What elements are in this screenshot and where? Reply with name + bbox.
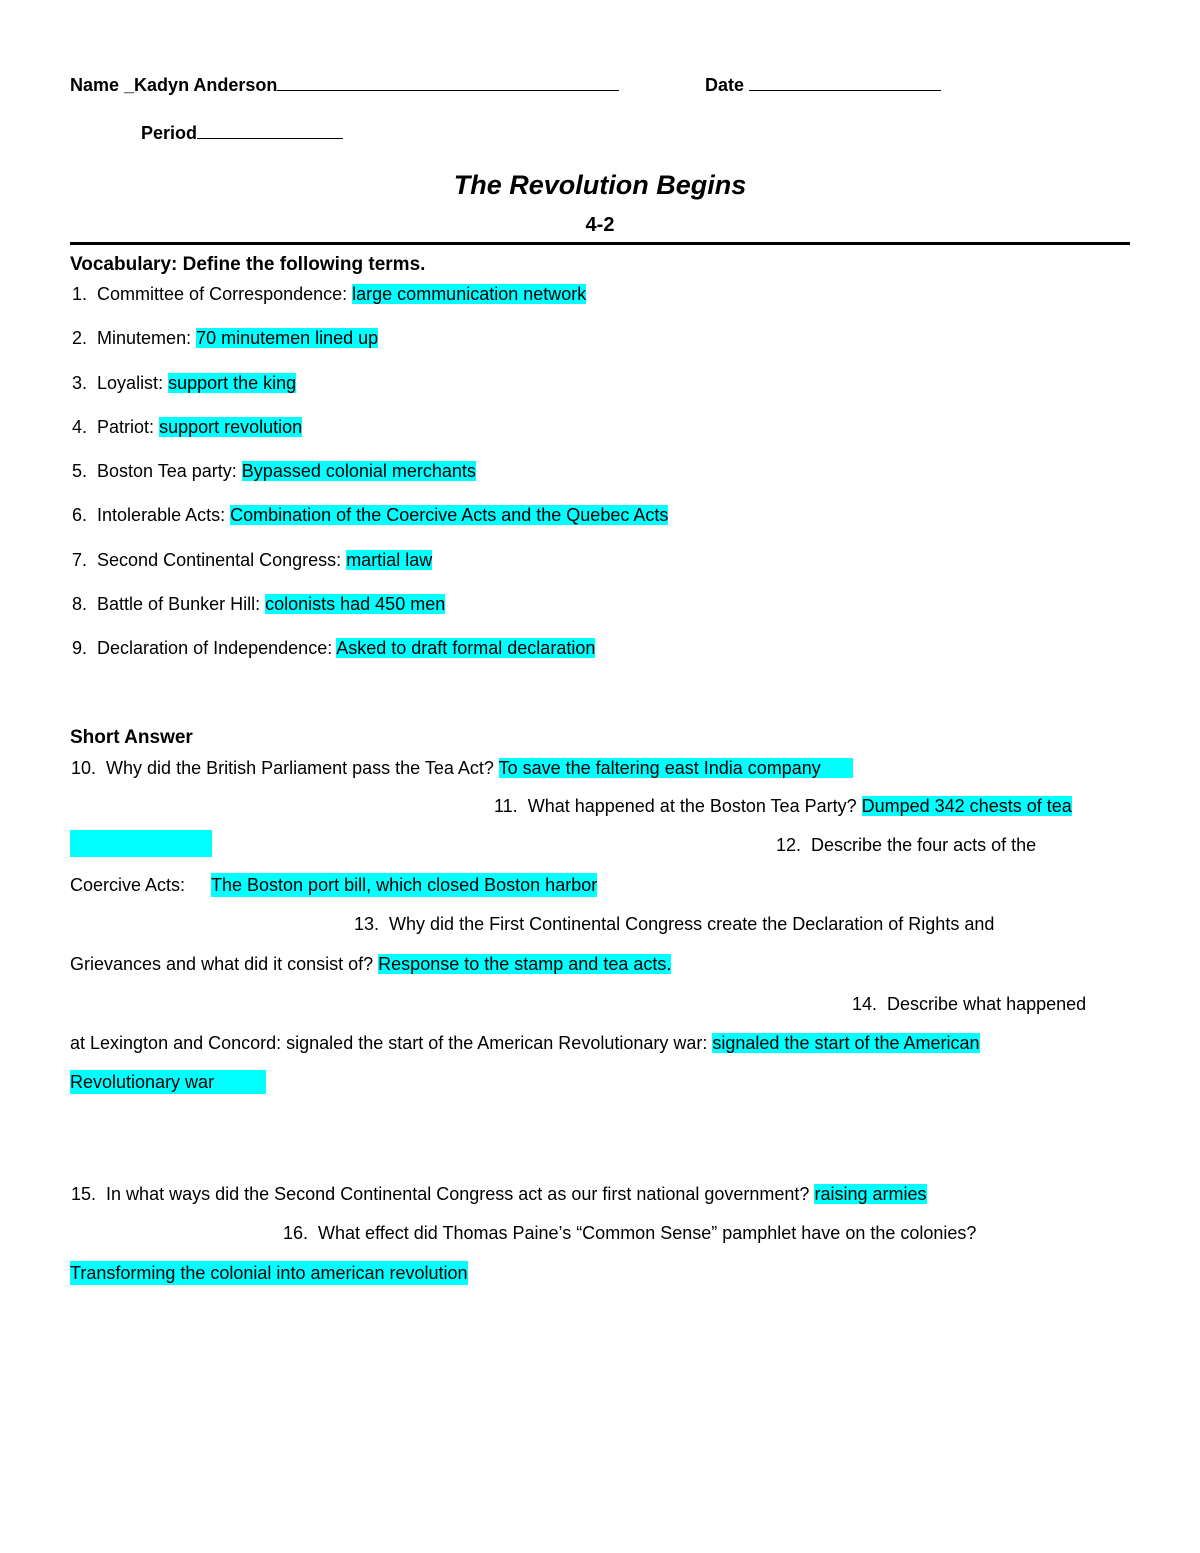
- period-line: [141, 120, 343, 145]
- question-12: [776, 833, 1036, 857]
- question-number: 16.: [283, 1223, 309, 1243]
- question-12-cont: [70, 873, 185, 897]
- question-text: Grievances and what did it consist of?: [70, 954, 379, 974]
- date-underline[interactable]: [749, 72, 941, 91]
- question-10: [71, 756, 853, 780]
- vocabulary-heading: Vocabulary: Define the following terms.: [70, 254, 426, 275]
- vocab-answer[interactable]: martial law: [346, 550, 433, 570]
- vocab-answer[interactable]: Asked to draft formal declaration: [336, 638, 596, 658]
- period-underline[interactable]: [197, 120, 343, 139]
- answer-text[interactable]: Revolutionary war: [70, 1070, 266, 1094]
- question-text: Coercive Acts:: [70, 875, 186, 895]
- vocab-term: Patriot:: [97, 417, 160, 437]
- vocab-item: [72, 636, 595, 660]
- question-text: Describe the four acts of the: [811, 835, 1037, 855]
- question-number: 10.: [71, 758, 97, 778]
- vocab-term: Intolerable Acts:: [97, 505, 231, 525]
- answer-continuation-highlight: [70, 830, 212, 857]
- question-text: In what ways did the Second Continental Congress act as our first national government?: [106, 1184, 815, 1204]
- date-line: [705, 72, 941, 97]
- question-15: [71, 1182, 927, 1206]
- question-text: What happened at the Boston Tea Party?: [527, 796, 862, 816]
- answer-text[interactable]: Transforming the colonial into american revolution: [70, 1263, 468, 1283]
- vocab-term: Committee of Correspondence:: [97, 284, 353, 304]
- question-number: 15.: [71, 1184, 97, 1204]
- question-13: [354, 912, 994, 936]
- question-text: Describe what happened: [887, 994, 1087, 1014]
- question-13-cont: [70, 952, 671, 976]
- item-number: 9.: [72, 638, 88, 658]
- divider: [70, 242, 1130, 245]
- vocab-term: Loyalist:: [97, 373, 169, 393]
- vocab-item: [72, 415, 302, 439]
- item-number: 1.: [72, 284, 88, 304]
- question-text: at Lexington and Concord: signaled the start of the American Revolutionary war:: [70, 1033, 713, 1053]
- vocab-term: Minutemen:: [97, 328, 197, 348]
- short-answer-heading: Short Answer: [70, 727, 193, 748]
- question-14: [852, 992, 1086, 1016]
- vocab-term: Boston Tea party:: [97, 461, 242, 481]
- vocab-item: [72, 282, 586, 306]
- question-text: Why did the British Parliament pass the Tea Act?: [106, 758, 499, 778]
- page-title: The Revolution Begins: [453, 170, 747, 200]
- vocab-term: Declaration of Independence:: [97, 638, 337, 658]
- item-number: 8.: [72, 594, 88, 614]
- vocab-item: [72, 459, 476, 483]
- period-label: Period: [141, 123, 198, 143]
- name-label: Name _: [70, 75, 135, 95]
- question-number: 12.: [776, 835, 802, 855]
- vocab-item: [72, 326, 378, 350]
- vocab-answer[interactable]: colonists had 450 men: [265, 594, 446, 614]
- question-number: 14.: [852, 994, 878, 1014]
- vocab-item: [72, 592, 445, 616]
- date-label: Date: [705, 75, 745, 95]
- vocab-term: Battle of Bunker Hill:: [97, 594, 266, 614]
- item-number: 6.: [72, 505, 88, 525]
- name-underline: [277, 72, 619, 91]
- answer-text[interactable]: To save the faltering east India company: [499, 758, 853, 778]
- vocab-answer[interactable]: large communication network: [352, 284, 587, 304]
- vocab-item: [72, 371, 296, 395]
- vocab-answer[interactable]: Combination of the Coercive Acts and the Quebec Acts: [230, 505, 669, 525]
- answer-text[interactable]: Dumped 342 chests of tea: [861, 796, 1072, 816]
- question-text: What effect did Thomas Paine’s “Common Sense” pamphlet have on the colonies?: [318, 1223, 977, 1243]
- vocab-item: [72, 503, 668, 527]
- item-number: 4.: [72, 417, 88, 437]
- answer-text[interactable]: raising armies: [814, 1184, 927, 1204]
- question-number: 11.: [494, 796, 518, 816]
- question-11: [494, 794, 1072, 818]
- answer-text[interactable]: signaled the start of the American: [712, 1033, 980, 1053]
- vocab-term: Second Continental Congress:: [97, 550, 347, 570]
- question-text: Why did the First Continental Congress create the Declaration of Rights and: [389, 914, 995, 934]
- vocab-answer[interactable]: 70 minutemen lined up: [196, 328, 379, 348]
- vocab-answer[interactable]: support the king: [168, 373, 297, 393]
- unit-number: 4-2: [585, 214, 615, 236]
- question-number: 13.: [354, 914, 380, 934]
- name-value[interactable]: Kadyn Anderson: [134, 75, 278, 95]
- vocab-answer[interactable]: support revolution: [159, 417, 303, 437]
- question-14-cont: [70, 1031, 980, 1055]
- answer-text[interactable]: The Boston port bill, which closed Boston harbor: [211, 875, 598, 895]
- answer-text[interactable]: Response to the stamp and tea acts.: [378, 954, 672, 974]
- item-number: 2.: [72, 328, 88, 348]
- item-number: 3.: [72, 373, 88, 393]
- name-line: [70, 72, 619, 97]
- question-16: [283, 1221, 976, 1245]
- vocab-answer[interactable]: Bypassed colonial merchants: [241, 461, 476, 481]
- item-number: 7.: [72, 550, 88, 570]
- vocab-item: [72, 548, 432, 572]
- item-number: 5.: [72, 461, 88, 481]
